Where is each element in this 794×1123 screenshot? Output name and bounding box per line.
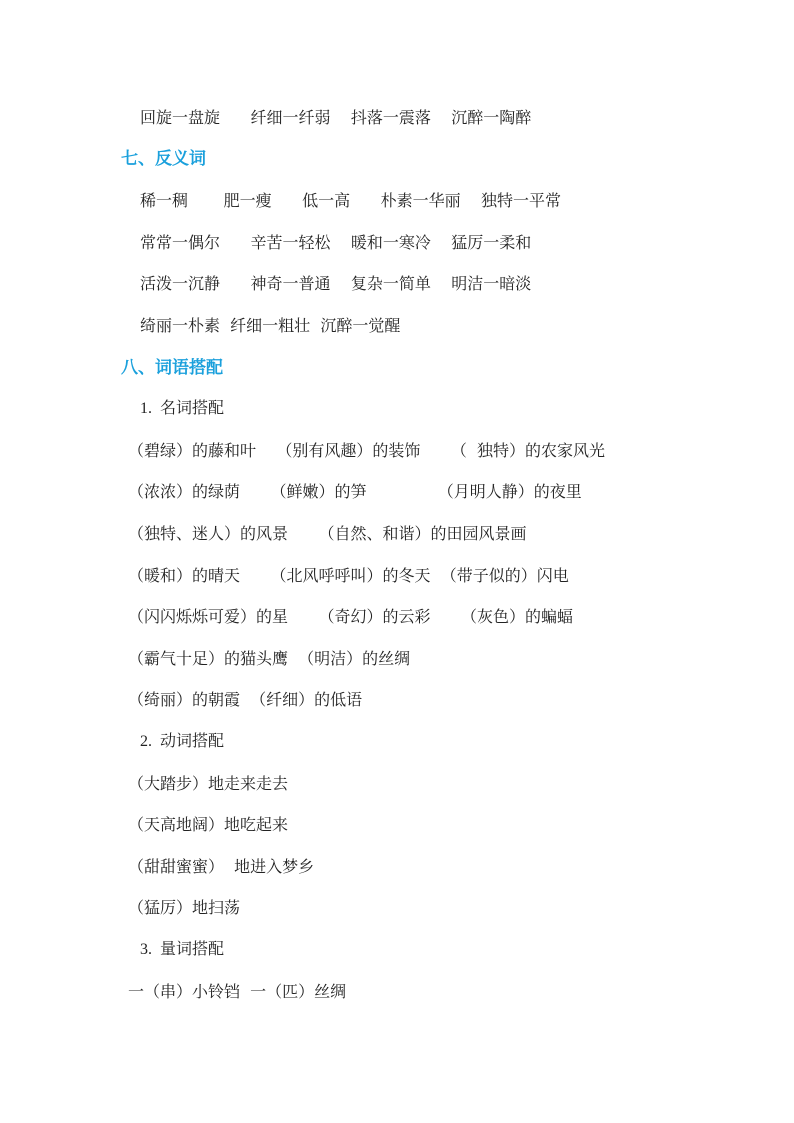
section-heading-collocation: 八、词语搭配 — [121, 358, 223, 378]
noun-collocation-line-5: （闪闪烁烁可爱）的星 （奇幻）的云彩 （灰色）的蝙蝠 — [128, 607, 574, 626]
subheading-noun-collocation: 1. 名词搭配 — [140, 400, 225, 417]
verb-collocation-line-4: （猛厉）地扫荡 — [128, 898, 241, 917]
subheading-verb-collocation: 2. 动词搭配 — [140, 733, 225, 750]
noun-collocation-line-6: （霸气十足）的猫头鹰 （明洁）的丝绸 — [128, 649, 411, 668]
noun-collocation-line-7: （绮丽）的朝霞 （纤细）的低语 — [128, 690, 363, 709]
antonym-line-2: 常常一偶尔 辛苦一轻松 暖和一寒冷 猛厉一柔和 — [140, 233, 532, 252]
noun-collocation-line-3: （独特、迷人）的风景 （自然、和谐）的田园风景画 — [128, 524, 527, 543]
verb-collocation-line-2: （天高地阔）地吃起来 — [128, 815, 289, 834]
noun-collocation-line-1: （碧绿）的藤和叶 （别有风趣）的装饰 （ 独特）的农家风光 — [128, 441, 606, 460]
section-heading-antonyms: 七、反义词 — [121, 149, 206, 169]
antonym-line-1: 稀一稠 肥一瘦 低一高 朴素一华丽 独特一平常 — [140, 191, 561, 210]
verb-collocation-line-3: （甜甜蜜蜜） 地进入梦乡 — [128, 857, 315, 876]
noun-collocation-line-4: （暖和）的晴天 （北风呼呼叫）的冬天 （带子似的）闪电 — [128, 566, 569, 585]
measure-word-line-1: 一（串）小铃铛 一（匹）丝绸 — [128, 982, 347, 1001]
noun-collocation-line-2: （浓浓）的绿荫 （鲜嫩）的笋 （月明人静）的夜里 — [128, 482, 582, 501]
antonym-line-4: 绮丽一朴素 纤细一粗壮 沉醉一觉醒 — [140, 316, 401, 335]
verb-collocation-line-1: （大踏步）地走来走去 — [128, 774, 289, 793]
subheading-measure-word: 3. 量词搭配 — [140, 941, 225, 958]
synonym-line-continued: 回旋一盘旋 纤细一纤弱 抖落一震落 沉醉一陶醉 — [140, 108, 532, 127]
antonym-line-3: 活泼一沉静 神奇一普通 复杂一简单 明洁一暗淡 — [140, 274, 532, 293]
